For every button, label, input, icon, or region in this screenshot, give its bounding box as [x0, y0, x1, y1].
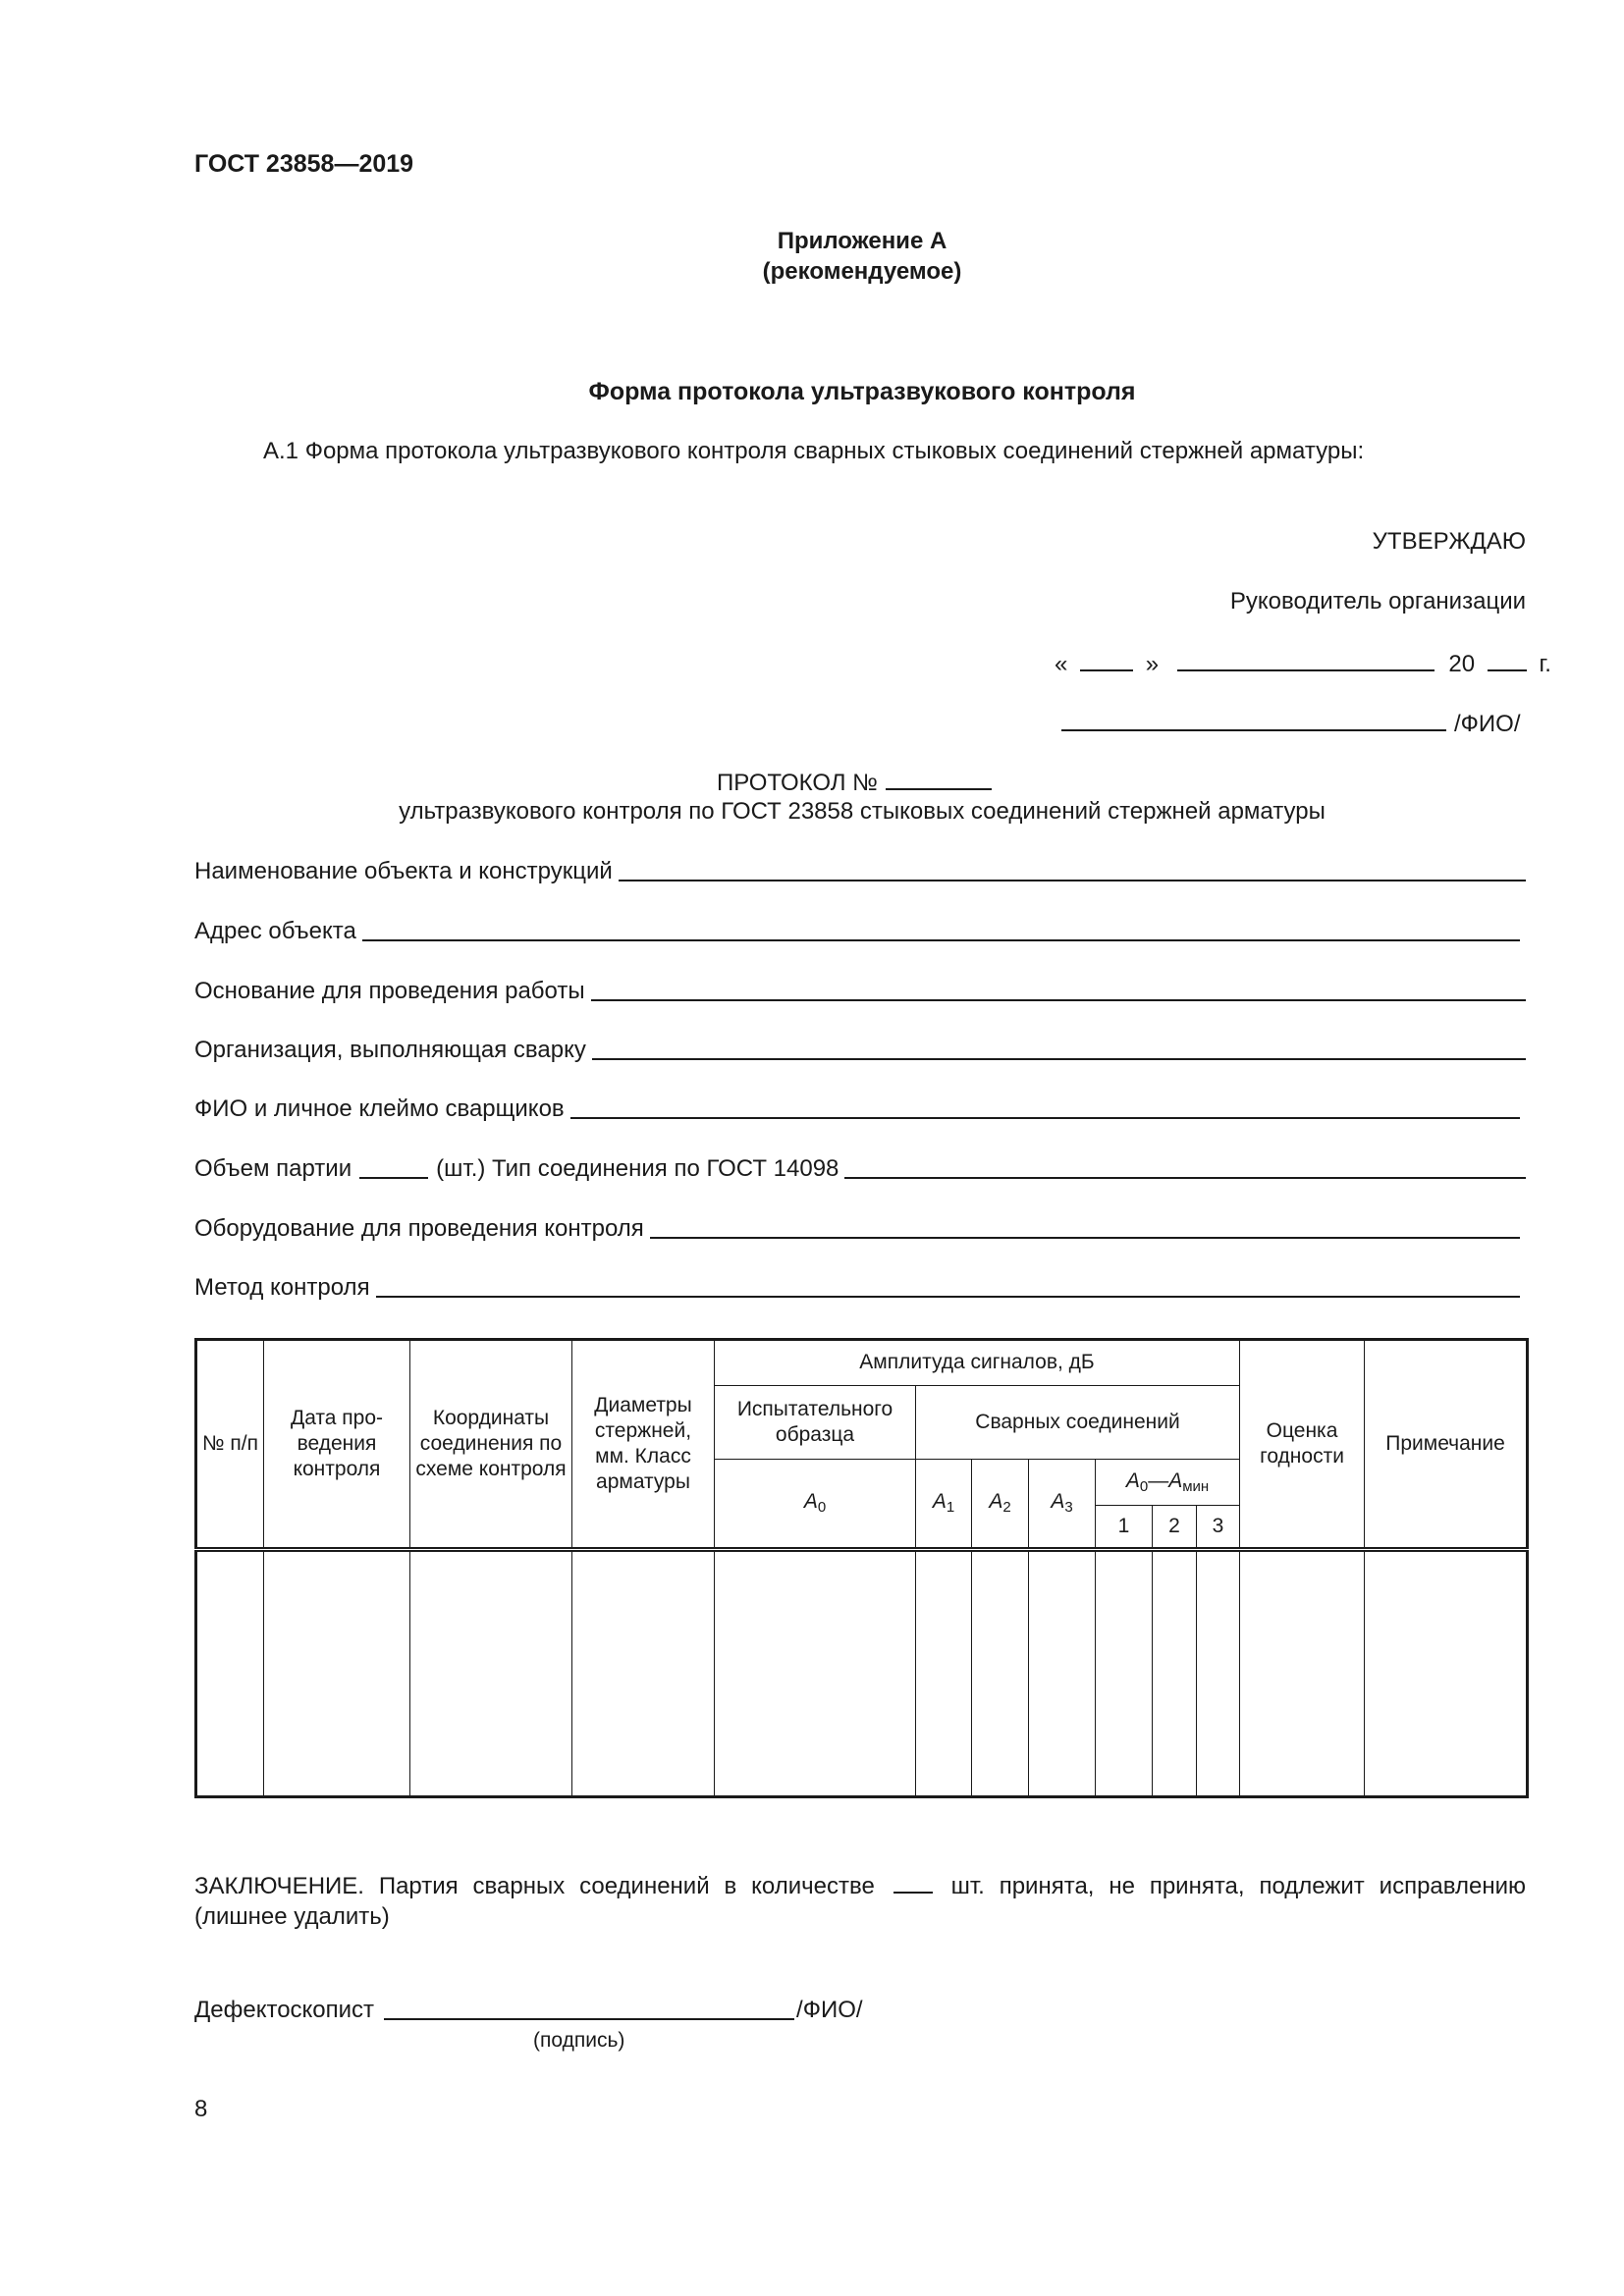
- year-blank[interactable]: [1488, 648, 1527, 671]
- signature-row: [194, 1993, 863, 2024]
- field-blank[interactable]: [570, 1092, 1520, 1119]
- col-header-amplitude: Амплитуда сигналов, дБ: [715, 1340, 1240, 1386]
- col-header-a0-amin: $A_0—A_{мин}$: [1096, 1460, 1240, 1506]
- col-header-a2: $A_2$: [972, 1460, 1029, 1550]
- field-blank[interactable]: [376, 1270, 1520, 1298]
- standard-number: ГОСТ 23858—2019: [194, 150, 414, 178]
- appendix-title: Приложение А: [777, 228, 947, 254]
- field-label: Адрес объекта: [194, 918, 356, 944]
- field-object-name: [194, 852, 1526, 885]
- field-welders: [194, 1090, 1520, 1123]
- table-cell[interactable]: [1029, 1550, 1096, 1797]
- field-label: Оборудование для проведения контроля: [194, 1215, 644, 1242]
- col-header-a3: $A_3$: [1029, 1460, 1096, 1550]
- batch-size-blank[interactable]: [359, 1151, 428, 1179]
- field-label: Метод контроля: [194, 1274, 370, 1301]
- approve-head: Руководитель организации: [1229, 588, 1526, 614]
- form-intro: А.1 Форма протокола ультразвукового контроля сварных стыковых соединений стержней арматуры:: [263, 438, 1365, 464]
- field-object-address: [194, 912, 1520, 945]
- quote-close: »: [1145, 651, 1160, 677]
- quote-open: «: [1055, 651, 1068, 677]
- col-header-sample: Испытательного образца: [715, 1386, 916, 1460]
- protocol-number-blank[interactable]: [886, 767, 992, 790]
- signature-blank[interactable]: [384, 1993, 794, 2020]
- conclusion: [194, 1870, 1526, 1932]
- field-welding-org: [194, 1031, 1526, 1064]
- protocol-subtitle: ультразвукового контроля по ГОСТ 23858 стыковых соединений стержней арматуры: [399, 798, 1326, 825]
- table-cell[interactable]: [196, 1550, 264, 1797]
- col-header-note: Примечание: [1365, 1340, 1528, 1550]
- signature-role: Дефектоскопист: [194, 1997, 375, 2023]
- field-label: Объем партии: [194, 1155, 352, 1182]
- table-row: [196, 1550, 1528, 1797]
- table-cell[interactable]: [1197, 1550, 1240, 1797]
- table-cell[interactable]: [1153, 1550, 1197, 1797]
- field-batch: [194, 1149, 1526, 1183]
- table-cell[interactable]: [572, 1550, 715, 1797]
- year-suffix: г.: [1539, 651, 1551, 677]
- table-cell[interactable]: [972, 1550, 1029, 1797]
- approve-signature-blank[interactable]: [1061, 708, 1446, 731]
- results-table: [194, 1338, 1529, 1798]
- field-basis: [194, 972, 1526, 1005]
- col-header-welds: Сварных соединений: [916, 1386, 1240, 1460]
- table-cell[interactable]: [916, 1550, 972, 1797]
- col-header-evaluation: Оценка годности: [1240, 1340, 1365, 1550]
- day-blank[interactable]: [1080, 648, 1133, 671]
- table-cell[interactable]: [1365, 1550, 1528, 1797]
- field-label-mid: (шт.) Тип соединения по ГОСТ 14098: [436, 1155, 839, 1182]
- col-header-coords: Координаты соединения по схеме контроля: [410, 1340, 572, 1550]
- field-blank[interactable]: [619, 854, 1526, 881]
- year-prefix: 20: [1448, 651, 1476, 677]
- signature-note: (подпись): [533, 2029, 625, 2052]
- protocol-number-label: ПРОТОКОЛ №: [717, 770, 878, 796]
- col-header-date: Дата про-ведения контроля: [264, 1340, 410, 1550]
- protocol-number-row: [717, 767, 992, 797]
- field-label: Наименование объекта и конструкций: [194, 858, 613, 884]
- approve-label: УТВЕРЖДАЮ: [1372, 528, 1526, 555]
- page-number: 8: [194, 2096, 208, 2122]
- conclusion-count-blank[interactable]: [893, 1870, 933, 1894]
- col-header-diff-2: 2: [1153, 1506, 1197, 1550]
- field-blank[interactable]: [650, 1211, 1520, 1239]
- field-method: [194, 1268, 1520, 1302]
- signature-fio: /ФИО/: [796, 1997, 863, 2023]
- approve-fio: /ФИО/: [1454, 711, 1521, 737]
- table-cell[interactable]: [1240, 1550, 1365, 1797]
- table-cell[interactable]: [410, 1550, 572, 1797]
- field-label: Организация, выполняющая сварку: [194, 1037, 586, 1063]
- col-header-number: № п/п: [196, 1340, 264, 1550]
- field-blank[interactable]: [362, 914, 1520, 941]
- table-cell[interactable]: [715, 1550, 916, 1797]
- field-label: Основание для проведения работы: [194, 978, 585, 1004]
- month-blank[interactable]: [1177, 648, 1435, 671]
- field-equipment: [194, 1209, 1520, 1243]
- field-label: ФИО и личное клеймо сварщиков: [194, 1095, 565, 1122]
- col-header-diff-3: 3: [1197, 1506, 1240, 1550]
- col-header-a0: $A_0$: [715, 1460, 916, 1550]
- col-header-diff-1: 1: [1096, 1506, 1153, 1550]
- col-header-a1: $A_1$: [916, 1460, 972, 1550]
- appendix-status: (рекомендуемое): [762, 258, 962, 285]
- approve-date-row: [1055, 648, 1551, 678]
- approve-signature-row: [1061, 708, 1521, 738]
- col-header-diameters: Диаметры стержней, мм. Класс арматуры: [572, 1340, 715, 1550]
- field-blank[interactable]: [844, 1151, 1526, 1179]
- form-title: Форма протокола ультразвукового контроля: [588, 378, 1136, 405]
- table-cell[interactable]: [1096, 1550, 1153, 1797]
- table-cell[interactable]: [264, 1550, 410, 1797]
- conclusion-text-before: ЗАКЛЮЧЕНИЕ. Партия сварных соединений в количестве: [194, 1873, 875, 1899]
- field-blank[interactable]: [592, 1033, 1526, 1060]
- field-blank[interactable]: [591, 974, 1526, 1001]
- conclusion-text-after: шт. принята, не принята, подлежит исправлению (лишнее удалить): [194, 1873, 1526, 1930]
